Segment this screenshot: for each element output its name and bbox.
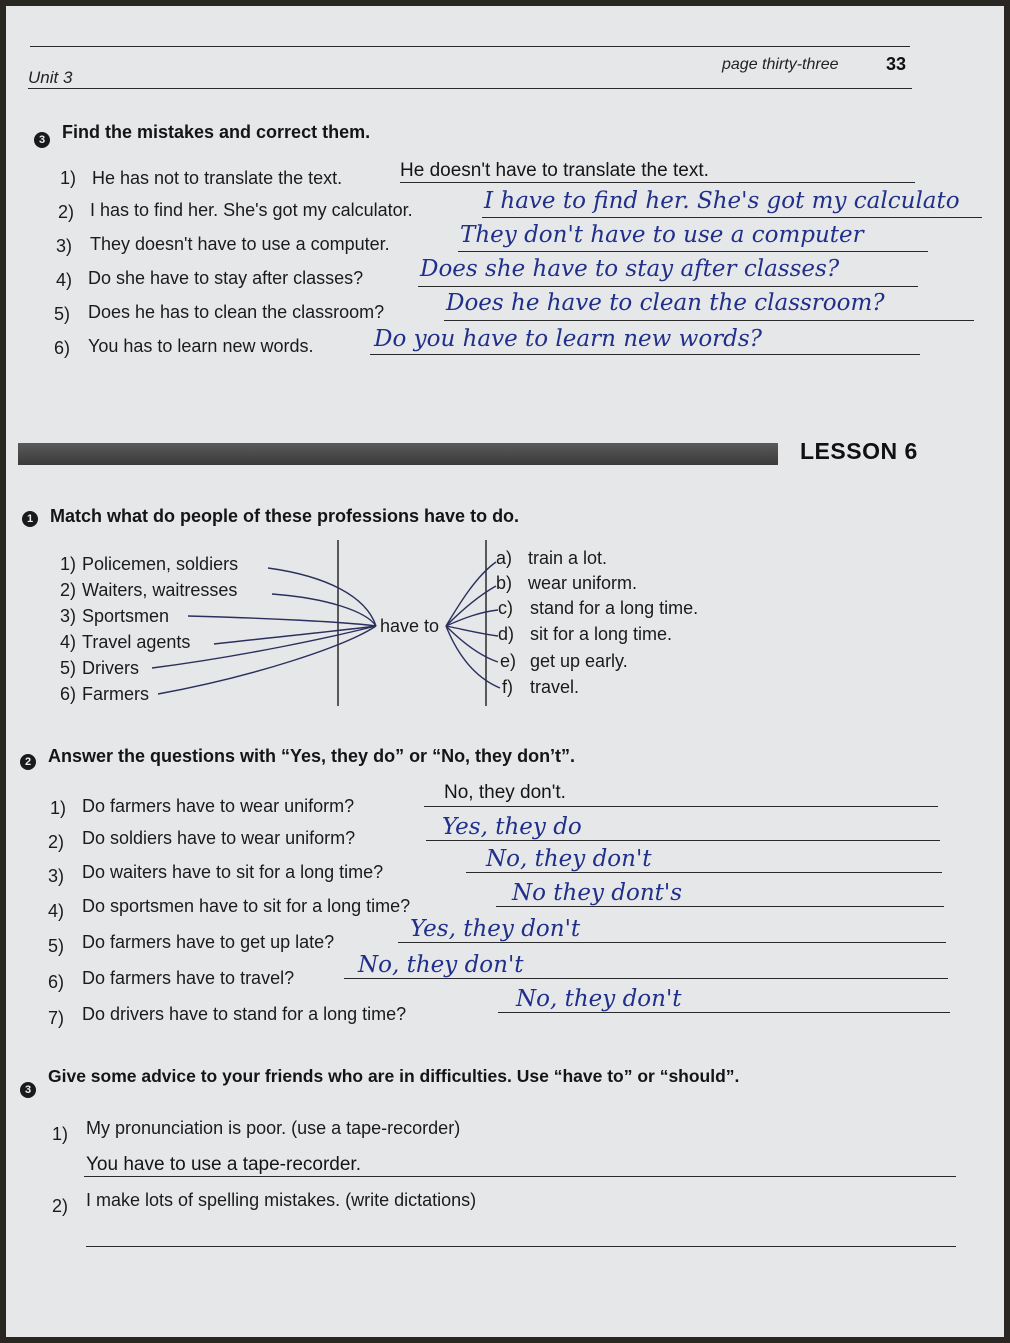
exercise-bullet: 1 [22,511,38,527]
exercise-bullet: 2 [20,754,36,770]
match-left-number: 2) [60,580,77,600]
exercise-instruction: Answer the questions with “Yes, they do” or “No, they don’t”. [48,746,576,766]
answer-line [498,1012,950,1013]
answer-line [398,942,946,943]
unit-label: Unit 3 [28,68,73,87]
item-answer[interactable]: Does he have to clean the classroom? [446,290,885,316]
match-right-letter: a) [496,548,513,568]
item-answer[interactable]: No they dont's [512,880,683,906]
item-text: Do sportsmen have to sit for a long time? [82,896,411,916]
match-right-letter: d) [498,624,515,644]
item-text: Do she have to stay after classes? [88,268,364,288]
match-right-item: train a lot. [528,548,608,568]
item-text: Do farmers have to get up late? [82,932,335,952]
match-right-item: get up early. [530,651,628,671]
item-answer[interactable]: I have to find her. She's got my calculato [484,188,960,214]
item-answer[interactable]: No, they don't [516,986,682,1012]
item-number: 1) [52,1124,69,1144]
match-right-item: sit for a long time. [530,624,673,644]
item-text: I make lots of spelling mistakes. (write dictations) [86,1190,477,1210]
item-answer[interactable]: Yes, they do [442,814,582,840]
match-line [268,568,376,626]
item-text: Do drivers have to stand for a long time? [82,1004,407,1024]
item-text: My pronunciation is poor. (use a tape-recorder) [86,1118,461,1138]
match-left-number: 4) [60,632,77,652]
match-right-letter: f) [502,677,513,697]
match-center-label: have to [380,616,440,636]
item-text: Do farmers have to travel? [82,968,295,988]
item-answer[interactable]: No, they don't [358,952,524,978]
answer-line [466,872,942,873]
answer-line [344,978,948,979]
match-right-item: stand for a long time. [530,598,699,618]
item-text: Do farmers have to wear uniform? [82,796,355,816]
workbook-page [6,6,1004,1337]
item-number: 3) [56,236,73,256]
item-number: 4) [48,901,65,921]
item-number: 5) [48,936,65,956]
item-number: 6) [48,972,65,992]
match-left-number: 6) [60,684,77,704]
item-answer[interactable]: No, they don't. [444,782,566,803]
item-text: Do soldiers have to wear uniform? [82,828,356,848]
item-answer[interactable]: He doesn't have to translate the text. [400,160,709,181]
item-text: They doesn't have to use a computer. [90,234,390,254]
match-right-letter: e) [500,651,517,671]
match-line [446,626,498,636]
answer-line [424,806,938,807]
match-left-number: 5) [60,658,77,678]
item-answer[interactable]: Yes, they don't [410,916,581,942]
item-text: I has to find her. She's got my calculator. [90,200,413,220]
answer-line [84,1176,956,1177]
item-number: 2) [52,1196,69,1216]
answer-line [496,906,944,907]
item-number: 3) [48,866,65,886]
match-left-item: Waiters, waitresses [82,580,238,600]
match-left-item: Policemen, soldiers [82,554,239,574]
match-line [188,616,376,626]
item-answer[interactable]: Does she have to stay after classes? [420,256,840,282]
item-number: 1) [60,168,77,188]
item-text: Does he has to clean the classroom? [88,302,385,322]
match-line [446,586,496,626]
item-number: 1) [50,798,67,818]
match-left-item: Travel agents [82,632,191,652]
match-line [214,626,376,644]
match-right-letter: b) [496,573,513,593]
match-left-number: 1) [60,554,77,574]
item-text: You has to learn new words. [88,336,314,356]
answer-line [86,1246,956,1247]
exercise-instruction: Match what do people of these professions have to do. [50,506,520,526]
item-number: 5) [54,304,71,324]
item-number: 4) [56,270,73,290]
item-answer[interactable]: Do you have to learn new words? [374,326,763,352]
match-left-item: Drivers [82,658,139,678]
item-answer[interactable]: No, they don't [486,846,652,872]
match-line [158,626,376,694]
match-right-letter: c) [498,598,513,618]
item-text: He has not to translate the text. [92,168,343,188]
page-label: page thirty-three [722,56,839,73]
match-left-item: Sportsmen [82,606,170,626]
page-number: 33 [886,54,907,74]
item-answer[interactable]: They don't have to use a computer [460,222,864,248]
answer-line [426,840,940,841]
item-text: Do waiters have to sit for a long time? [82,862,384,882]
match-right-item: travel. [530,677,580,697]
exercise-instruction: Find the mistakes and correct them. [62,122,371,142]
lesson-title: LESSON 6 [800,438,918,464]
item-number: 6) [54,338,71,358]
match-left-item: Farmers [82,684,149,704]
item-answer[interactable]: You have to use a tape-recorder. [86,1154,361,1175]
item-number: 7) [48,1008,65,1028]
exercise-bullet: 3 [34,132,50,148]
item-number: 2) [48,832,65,852]
exercise-instruction: Give some advice to your friends who are in difficulties. Use “have to” or “should”. [48,1066,740,1086]
match-right-item: wear uniform. [528,573,638,593]
exercise-bullet: 3 [20,1082,36,1098]
item-number: 2) [58,202,75,222]
match-left-number: 3) [60,606,77,626]
